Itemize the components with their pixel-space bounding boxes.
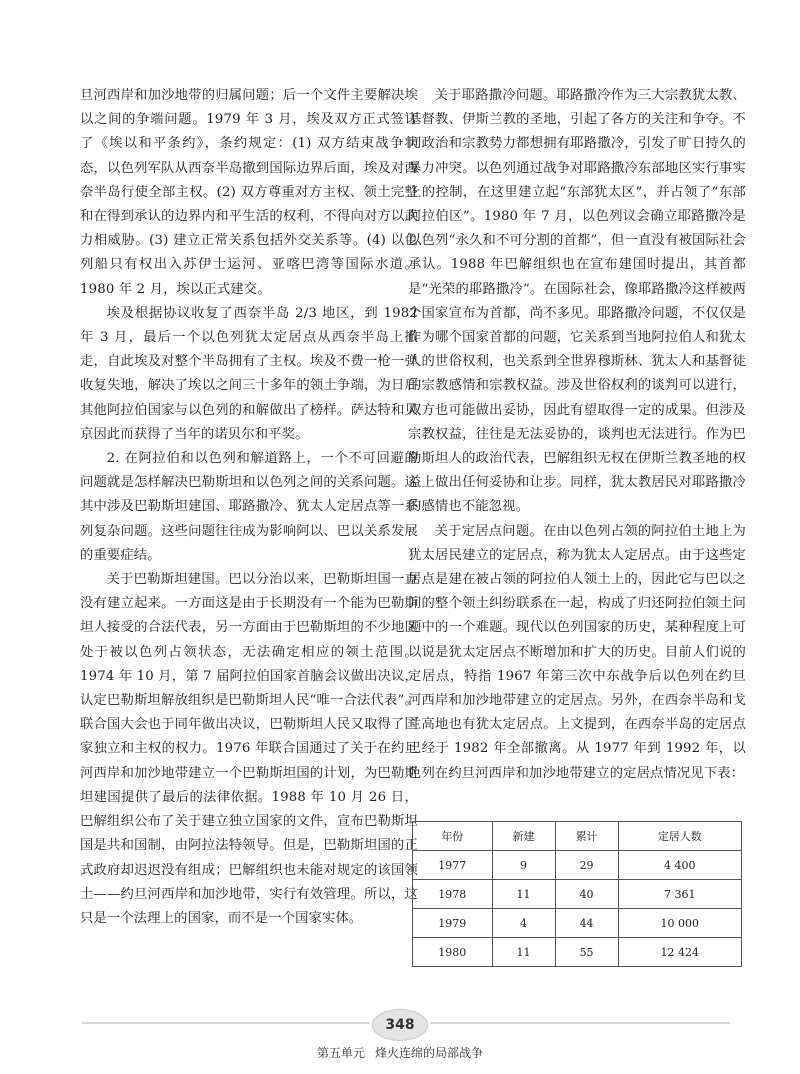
- table-cell: 29: [555, 851, 618, 880]
- table-header-cell: 累计: [555, 822, 618, 851]
- table-row: [413, 909, 742, 938]
- table-cell: 1977: [413, 851, 493, 880]
- table-cell: 1978: [413, 880, 493, 909]
- table-cell: 7 361: [618, 880, 741, 909]
- table-row: [413, 938, 742, 967]
- table-cell: 11: [492, 880, 555, 909]
- paragraph: 关于定居点问题。在由以色列占领的阿拉伯土地上为犹太居民建立的定居点，称为犹太人定居点。由于这些定居点是建在被占领的阿拉伯人领土上的，因此它与巴以之间的整个领土纠纷联系在一起，构成了归还阿拉伯领土问题中的一个难题。现代以色列国家的历史，某种程度上可以说是犹太定居点不断增加和扩大的历史。目前人们说的定居点，特指 1967 年第三次中东战争后以色列在约旦河西岸和加沙地带建立的定居点。另外，在西奈半岛和戈兰高地也有犹太定居点。上文提到，在西奈半岛的定居点已经于 1982 年全部撤离。从 1977 年到 1992 年，以色列在约旦河西岸和加沙地带建立的定居点情况见下表：: [408, 523, 746, 781]
- paragraph: 关于巴勒斯坦建国。巴以分治以来，巴勒斯坦国一直没有建立起来。一方面这是由于长期没有一个能为巴勒斯坦人接受的合法代表，另一方面由于巴勒斯坦的不少地区处于被以色列占领状态，无法确定相应的领土范围。1974 年 10 月，第 7 届阿拉伯国家首脑会议做出决议，认定巴勒斯坦解放组织是巴勒斯坦人民“唯一合法代表”。联合国大会也于同年做出决议，巴勒斯坦人民又取得了国家独立和主权的权力。1976 年联合国通过了关于在约旦河西岸和加沙地带建立一个巴勒斯坦国的计划，为巴勒斯坦建国提供了最后的法律依据。1988 年 10 月 26 日，巴解组织公布了关于建立独立国家的文件，宣布巴勒斯坦国是共和国制，由阿拉法特领导。但是，巴勒斯坦国的正式政府却迟迟没有组成；巴解组织也未能对规定的该国领土——约旦河西岸和加沙地带，实行有效管理。所以，这只是一个法理上的国家，而不是一个国家实体。: [80, 572, 418, 926]
- paragraph: 关于耶路撒冷问题。耶路撒冷作为三大宗教犹太教、基督教、伊斯兰教的圣地，引起了各方的关注和争夺。不同政治和宗教势力都想拥有耶路撒冷，引发了旷日持久的暴力冲突。以色列通过战争对耶路撒冷东部地区实行事实上的控制，在这里建立起“东部犹太区”，并占领了“东部阿拉伯区”。1980 年 7 月，以色列议会确立耶路撒冷是以色列“永久和不可分割的首都”，但一直没有被国际社会承认。1988 年巴解组织也在宣布建国时提出，其首都是“光荣的耶路撒冷”。在国际社会，像耶路撒冷这样被两个国家宣布为首都，尚不多见。耶路撒冷问题，不仅仅是作为哪个国家首都的问题，它关系到当地阿拉伯人和犹太人的世俗权利，也关系到全世界穆斯林、犹太人和基督徒的宗教感情和宗教权益。涉及世俗权利的谈判可以进行，双方也可能做出妥协，因此有望取得一定的成果。但涉及宗教权益，往往是无法妥协的，谈判也无法进行。作为巴勒斯坦人的政治代表，巴解组织无权在伊斯兰教圣地的权益上做出任何妥协和让步。同样，犹太教居民对耶路撒冷的感情也不能忽视。: [408, 88, 746, 515]
- settlements-table: [412, 821, 742, 967]
- footer-title: 烽火连绵的局部战争: [375, 1046, 484, 1060]
- table-header-cell: 定居人数: [618, 822, 741, 851]
- table-cell: 44: [555, 909, 618, 938]
- footer-unit: 第五单元: [316, 1046, 365, 1060]
- footer-divider: [430, 1022, 730, 1024]
- table-cell: 4 400: [618, 851, 741, 880]
- table-cell: 55: [555, 938, 618, 967]
- footer-divider: [82, 1022, 370, 1024]
- table-row: [413, 880, 742, 909]
- table-cell: 12 424: [618, 938, 741, 967]
- paragraph: 旦河西岸和加沙地带的归属问题；后一个文件主要解决埃以之间的争端问题。1979 年 3 月，埃及双方正式签订了《埃以和平条约》，条约规定：(1) 双方结束战争状态，以色列军队从西奈半岛撤到国际边界后面，埃及对西奈半岛行使全部主权。(2) 双方尊重对方主权、领土完整和在得到承认的边界内和平生活的权利，不得向对方以武力相威胁。(3) 建立正常关系包括外交关系等。(4) 以色列船只有权出入苏伊士运河、亚喀巴湾等国际水道。1980 年 2 月，埃以正式建交。: [80, 88, 418, 297]
- table-header-row: [413, 822, 742, 851]
- running-footer: [0, 1044, 800, 1061]
- paragraph: 2. 在阿拉伯和以色列和解道路上，一个不可回避的问题就是怎样解决巴勒斯坦和以色列之间的关系问题。这其中涉及巴勒斯坦建国、耶路撒冷、犹太人定居点等一系列复杂问题。这些问题往往成为影响阿以、巴以关系发展的重要症结。: [80, 451, 418, 563]
- table-cell: 10 000: [618, 909, 741, 938]
- table-cell: 11: [492, 938, 555, 967]
- right-column: [408, 84, 746, 786]
- table-cell: 4: [492, 909, 555, 938]
- table-cell: 1980: [413, 938, 493, 967]
- page-number: 348: [372, 1009, 428, 1041]
- table-cell: 1979: [413, 909, 493, 938]
- left-column: [80, 84, 418, 931]
- paragraph: 埃及根据协议收复了西奈半岛 2/3 地区，到 1982 年 3 月，最后一个以色列犹太定居点从西奈半岛上撤走，自此埃及对整个半岛拥有了主权。埃及不费一枪一弹收复失地，解决了埃以之间三十多年的领土争端，为日后其他阿拉伯国家与以色列的和解做出了榜样。萨达特和贝京因此而获得了当年的诺贝尔和平奖。: [80, 305, 418, 442]
- table-row: [413, 851, 742, 880]
- table-cell: 9: [492, 851, 555, 880]
- table-header-cell: 新建: [492, 822, 555, 851]
- table-header-cell: 年份: [413, 822, 493, 851]
- table-cell: 40: [555, 880, 618, 909]
